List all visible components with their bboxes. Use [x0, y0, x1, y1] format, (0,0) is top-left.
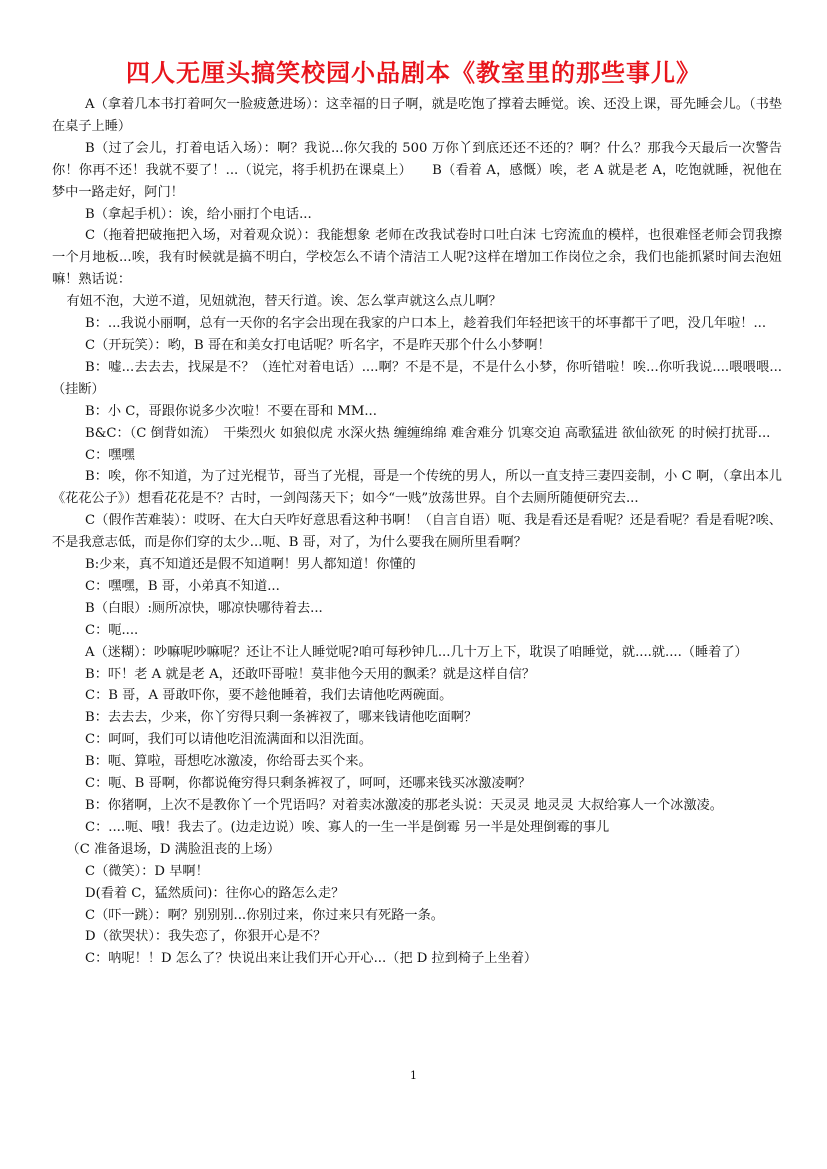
script-paragraph: C：呐呢！！D 怎么了？快说出来让我们开心开心...（把 D 拉到椅子上坐着）	[85, 951, 538, 967]
script-paragraph: C：B 哥，A 哥敢吓你，要不趁他睡着，我们去请他吃两碗面。	[85, 688, 453, 704]
script-paragraph: C（假作苦难装）：哎呀、在大白天咋好意思看这种书啊！（自言自语）呃、我是看还是看呢？还是看呢？看是看呢?唉、不是我意志低，而是你们穿的太少...呃、B 哥，对了，为什么要我在厕所里看啊？	[52, 513, 782, 551]
script-paragraph: B（白眼）:厕所凉快，哪凉快哪待着去...	[85, 600, 323, 616]
script-paragraph: D(看着 C，猛然质问)：往你心的路怎么走？	[85, 885, 345, 901]
script-paragraph: B:少来，真不知道还是假不知道啊！男人都知道！你懂的	[85, 557, 416, 573]
script-paragraph: C（拖着把破拖把入场，对着观众说）：我能想象 老师在改我试卷时口吐白沫 七窍流血的模样，也很难怪老师会罚我擦一个月地板...唉，我有时候就是搞不明白，学校怎么不请个清洁工人呢?这样在增加工作岗位之余，我们也能抓紧时间去泡妞嘛！熟话说：	[52, 228, 782, 288]
script-paragraph: C：呃、B 哥啊，你都说俺穷得只剩条裤衩了，呵呵，还哪来钱买冰激凌啊？	[85, 776, 531, 792]
script-paragraph: B（拿起手机）：诶，给小丽打个电话...	[85, 206, 312, 222]
script-paragraph: C：呃....	[85, 622, 139, 638]
script-paragraph: 有妞不泡，大逆不道，见妞就泡，替天行道。诶、怎么掌声就这么点儿啊？	[66, 294, 502, 310]
script-paragraph: B：嘘...去去去，找屎是不？（连忙对着电话）....啊？不是不是，不是什么小梦，你听错啦！唉...你听我说....喂喂喂...（挂断）	[52, 359, 782, 397]
script-paragraph: C（微笑）：D 早啊！	[85, 863, 209, 879]
script-paragraph: B：去去去，少来，你丫穷得只剩一条裤衩了，哪来钱请他吃面啊？	[85, 710, 478, 726]
script-paragraph: D（欲哭状）：我失恋了，你狠开心是不？	[85, 929, 327, 945]
script-paragraph: C（吓一跳）：啊？别别别...你别过来，你过来只有死路一条。	[85, 907, 444, 923]
script-paragraph: B：唉，你不知道，为了过光棍节，哥当了光棍，哥是一个传统的男人，所以一直支持三妻四妾制，小 C 啊，（拿出本儿《花花公子》）想看花花是不？古时，一剑闯荡天下；如今“一贱”放荡世界。自个去厕所随便研究去...	[52, 469, 782, 507]
script-paragraph: C（开玩笑）：哟，B 哥在和美女打电话呢？听名字，不是昨天那个什么小梦啊！	[85, 337, 551, 353]
stage-direction: （C 准备退场，D 满脸沮丧的上场）	[66, 841, 281, 857]
script-paragraph: B：小 C，哥跟你说多少次啦！不要在哥和 MM...	[85, 403, 377, 419]
script-paragraph: A（拿着几本书打着呵欠一脸疲惫进场）：这幸福的日子啊，就是吃饱了撑着去睡觉。诶、还没上课，哥先睡会儿。（书垫在桌子上睡）	[52, 97, 782, 134]
script-paragraph: C：嘿嘿，B 哥，小弟真不知道...	[85, 578, 280, 594]
script-paragraph: A（迷糊）：吵嘛呢吵嘛呢？还让不让人睡觉呢?咱可每秒钟几...几十万上下，耽误了咱睡觉，就....就....（睡着了）	[85, 644, 748, 660]
script-paragraph: B：吓！老 A 就是老 A，还敢吓哥啦！莫非他今天用的飘柔？就是这样自信？	[85, 666, 536, 682]
script-title: 四人无厘头搞笑校园小品剧本《教室里的那些事儿》	[126, 58, 701, 87]
script-paragraph: B&C：（C 倒背如流） 干柴烈火 如狼似虎 水深火热 缠缠绵绵 难舍难分 饥寒交迫 高歌猛进 欲仙欲死 的时候打扰哥...	[85, 425, 771, 441]
script-paragraph: C：嘿嘿	[85, 447, 135, 463]
page-number: 1	[410, 1069, 417, 1082]
script-paragraph: B（过了会儿，打着电话入场）：啊？我说...你欠我的 500 万你丫到底还还不还的？啊？什么？那我今天最后一次警告你！你再不还！我就不要了！...（说完，将手机扔在课桌上） B（看着 A，感慨）唉，老 A 就是老 A，吃饱就睡，祝他在梦中一路走好，阿门！	[52, 140, 782, 200]
script-paragraph: B：呃、算啦，哥想吃冰激凌，你给哥去买个来。	[85, 754, 372, 770]
script-paragraph: B：...我说小丽啊，总有一天你的名字会出现在我家的户口本上，趁着我们年轻把该干的坏事都干了吧，没几年啦！...	[85, 316, 767, 332]
script-paragraph: C：....呃、哦！我去了。(边走边说）唉、寡人的一生一半是倒霉 另一半是处理倒霉的事儿	[85, 819, 610, 835]
script-paragraph: C：呵呵，我们可以请他吃泪流满面和以泪洗面。	[85, 732, 373, 748]
script-body	[52, 94, 782, 970]
script-paragraph: B：你猪啊，上次不是教你丫一个咒语吗？对着卖冰激凌的那老头说：天灵灵 地灵灵 大叔给寡人一个冰激凌。	[85, 798, 723, 813]
